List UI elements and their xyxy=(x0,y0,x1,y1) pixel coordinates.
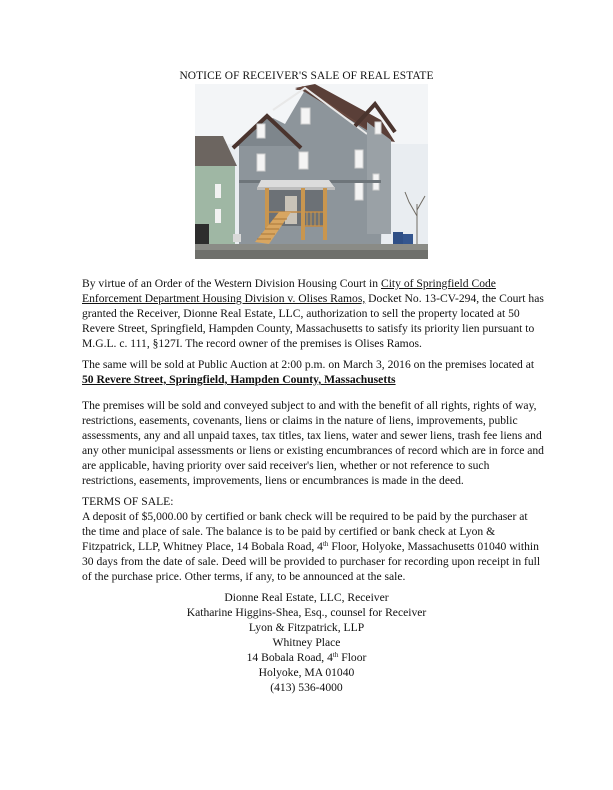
paragraph-conditions xyxy=(82,398,544,488)
notice-title: NOTICE OF RECEIVER'S SALE OF REAL ESTATE xyxy=(179,70,434,82)
case-name: City of Springfield Code Enforcement Department Housing Division v. Olises Ramos, xyxy=(82,277,496,305)
terms-text-a: A deposit of $5,000.00 by certified or bank check will be required to be paid by the purchaser at the time and place of sale. The balance is to be paid by certified or bank check at Lyon & Fitzpatrick, LLP, Whitney Place, 14 Bobala Road, 4 xyxy=(82,510,528,553)
house-photo xyxy=(195,84,428,259)
sig-phone: (413) 536-4000 xyxy=(270,681,343,694)
terms-sup: th xyxy=(322,540,329,548)
terms-of-sale xyxy=(82,494,544,584)
sig-street-sup: th xyxy=(332,651,339,659)
sig-street-b: Floor xyxy=(338,651,367,664)
sig-city: Holyoke, MA 01040 xyxy=(258,666,355,679)
signature-block xyxy=(0,590,613,695)
order-rest: Docket No. 13-CV-294, the Court has granted the Receiver, Dionne Real Estate, LLC, authorization to sell the property located at 50 Revere Street, Springfield, Hampden County, Massachusetts to satisfy its priority lien pursuant to M.G.L. c. 111, §127I. The record owner of the premises is Olises Ramos. xyxy=(82,292,544,350)
order-lead: By virtue of an Order of the Western Division Housing Court in xyxy=(82,277,381,290)
paragraph-auction xyxy=(82,357,544,387)
sig-building: Whitney Place xyxy=(272,636,341,649)
terms-heading: TERMS OF SALE: xyxy=(82,495,174,508)
sig-street-a: 14 Bobala Road, 4 xyxy=(246,651,333,664)
paragraph-order xyxy=(82,276,544,351)
conditions-text: The premises will be sold and conveyed subject to and with the benefit of all rights, rights of way, restrictions, easements, covenants, liens or claims in the nature of liens, improvements, public assessments, any and all unpaid taxes, tax titles, tax liens, water and sewer liens, trash fee liens and any other municipal assessments or liens or existing encumbrances of record which are in force and are applicable, having priority over said receiver's lien, whether or not reference to such restrictions, easements, improvements, liens or encumbrances is made in the deed. xyxy=(82,399,544,487)
property-address: 50 Revere Street, Springfield, Hampden County, Massachusetts xyxy=(82,373,396,386)
auction-lead: The same will be sold at Public Auction at 2:00 p.m. on March 3, 2016 on the premises located at xyxy=(82,358,535,371)
sig-receiver: Dionne Real Estate, LLC, Receiver xyxy=(224,591,389,604)
sig-counsel: Katharine Higgins-Shea, Esq., counsel for Receiver xyxy=(186,606,427,619)
sig-firm: Lyon & Fitzpatrick, LLP xyxy=(248,621,365,634)
terms-text-b: Floor, Holyoke, Massachusetts 01040 within 30 days from the date of sale. Deed will be provided to purchaser for recording upon receipt in full of the purchase price. Other terms, if any, to be announced at the sale. xyxy=(82,540,541,583)
sig-street xyxy=(0,650,613,665)
